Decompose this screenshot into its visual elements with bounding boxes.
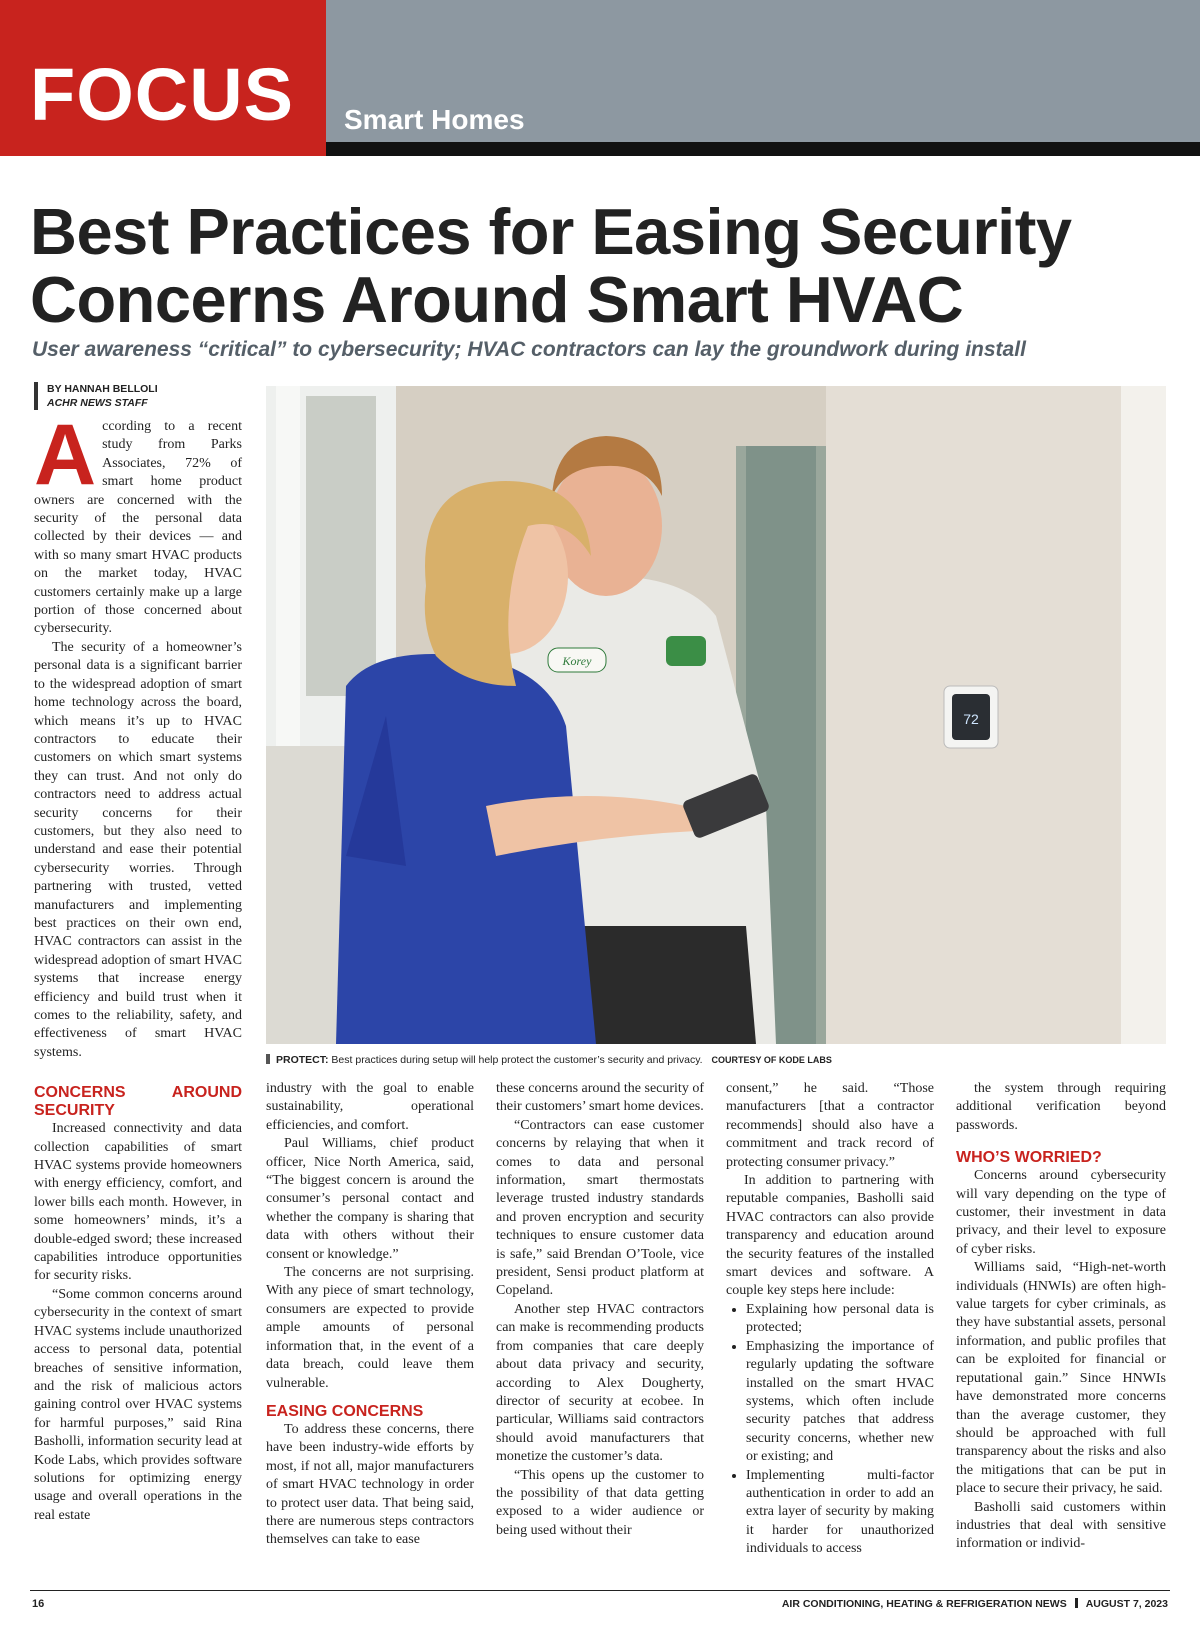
footer-separator: [1075, 1598, 1078, 1608]
column-4: [726, 1080, 934, 1559]
photo-illustration: [266, 386, 1166, 1044]
steps-list: [726, 1301, 934, 1559]
column-5: [956, 1080, 1166, 1554]
lead-paragraph: According to a recent study from Parks Associates, 72% of smart home product owners are concerned with the security of the personal data collected by their devices — and with so many smart HVAC products on the market today, HVAC customers certainly make up a large portion of those concerned about cybersecurity.: [34, 407, 242, 637]
byline-author: BY HANNAH BELLOLI: [47, 383, 158, 395]
deck: User awareness “critical” to cybersecurity; HVAC contractors can lay the groundwork during install: [32, 338, 1026, 361]
photo-credit: COURTESY OF KODE LABS: [711, 1055, 832, 1065]
column-2: [266, 1080, 474, 1550]
paragraph: The security of a homeowner’s personal data is a significant barrier to the widespread adoption of smart home technology across the board, which means it’s up to HVAC contractors to educate their customers on which smart systems they can trust. And not only do contractors need to address actual security concerns for their customers, but they also need to understand and ease their potential cybersecurity worries. Through partnering with trusted, vetted manufacturers and implementing best practices on their own end, HVAC contractors can assist in the widespread adoption of smart HVAC systems that increase energy efficiency and build trust when it comes to the reliability, safety, and effectiveness of smart HVAC systems.: [34, 639, 242, 1060]
headline-line-2: Concerns Around Smart HVAC: [30, 263, 964, 336]
publication-info: [782, 1598, 1168, 1610]
thermostat-reading: 72: [963, 711, 979, 727]
paragraph: Williams said, “High-net-worth individuals (HNWIs) are often high-value targets for cyber criminals, as they have substantial assets, personal information, and public profiles that can be exploited for financial or reputational gain.” Since HNWIs have demonstrated more concerns than the average customer, they should be approached with full transparency about the risks and also the mitigations that can be put in place to secure their privacy, he said.: [956, 1260, 1166, 1497]
shirt-name-patch: Korey: [562, 654, 592, 668]
paragraph: Concerns around cybersecurity will vary depending on the type of customer, their investment in data privacy, and their level to exposure of cyber risks.: [956, 1168, 1166, 1257]
paragraph: Paul Williams, chief product officer, Nice North America, said, “The biggest concern is around the consumer’s personal contact and whether the company is sharing that data with others without their consent or knowledge.”: [266, 1136, 474, 1262]
publication-name: AIR CONDITIONING, HEATING & REFRIGERATION NEWS: [781, 1598, 1067, 1610]
subhead-worried: WHO’S WORRIED?: [956, 1149, 1102, 1167]
subhead-concerns: CONCERNS AROUND SECURITY: [34, 1084, 242, 1120]
article-photo: [266, 386, 1166, 1044]
list-item: • Emphasizing the importance of regularly updating the software installed on the smart HVAC systems, which often include security patches that address security concerns, whether new or existing; and: [746, 1338, 934, 1467]
list-item: • Explaining how personal data is protected;: [746, 1301, 934, 1338]
column-3: [496, 1080, 704, 1540]
paragraph: the system through requiring additional verification beyond passwords.: [956, 1081, 1166, 1133]
focus-label: FOCUS: [30, 53, 294, 136]
paragraph: “This opens up the customer to the possibility of that data getting exposed to a wider audience or being used without their: [496, 1467, 704, 1538]
paragraph: “Contractors can ease customer concerns by relaying that when it comes to data and personal information, smart thermostats leverage trusted industry standards and proven encryption and security techniques to ensure customer data is safe,” said Brendan O’Toole, vice president, Sensi product platform at Copeland.: [496, 1117, 704, 1299]
headline: [30, 195, 1170, 336]
paragraph: consent,” he said. “Those manufacturers [that a contractor recommends] should also have a commitment and track record of protecting consumer privacy.”: [726, 1081, 934, 1170]
byline-staff: ACHR NEWS STAFF: [47, 397, 148, 409]
paragraph: The concerns are not surprising. With any piece of smart technology, consumers are expected to provide ample amounts of personal information that, in the event of a data breach, could leave them vulnerable.: [266, 1265, 474, 1391]
photo-caption: [266, 1054, 1166, 1066]
list-item: • Implementing multi-factor authentication in order to add an extra layer of security by making it harder for unauthorized individuals to access: [746, 1467, 934, 1559]
paragraph: these concerns around the security of their customers’ smart home devices.: [496, 1081, 704, 1115]
headline-line-1: Best Practices for Easing Security: [30, 195, 1072, 268]
byline: [34, 382, 158, 410]
paragraph: In addition to partnering with reputable companies, Basholli said HVAC contractors can also provide transparency and education around the security features of the installed smart devices and software. A couple key steps here include:: [726, 1173, 934, 1299]
paragraph: Another step HVAC contractors can make is recommending products from companies that care deeply about data privacy and security, according to Alex Dougherty, director of security at ecobee. In particular, Williams said contractors should avoid manufacturers that monetize the customer’s data.: [496, 1301, 704, 1465]
banner-rule: [326, 142, 1200, 156]
paragraph: industry with the goal to enable sustainability, operational efficiencies, and comfort.: [266, 1081, 474, 1133]
paragraph: “Some common concerns around cybersecurity in the context of smart HVAC systems include unauthorized access to personal data, potential breaches of sensitive information, and the risk of malicious actors gaining control over HVAC systems for harmful purposes,” said Rina Basholli, information security lead at Kode Labs, which provides software solutions for optimizing energy usage and overall operations in the real estate: [34, 1286, 243, 1523]
column-1: [34, 407, 243, 1525]
caption-marker: [266, 1054, 270, 1064]
footer-rule: [30, 1590, 1170, 1591]
section-label: Smart Homes: [344, 104, 525, 135]
caption-text: Best practices during setup will help protect the customer’s security and privacy.: [331, 1054, 703, 1066]
drop-cap: A: [34, 407, 97, 503]
page-number: 16: [32, 1598, 45, 1610]
paragraph: Basholli said customers within industries that deal with sensitive information or individ-: [956, 1499, 1166, 1552]
paragraph: Increased connectivity and data collection capabilities of smart HVAC systems provide homeowners with energy efficiency, comfort, and lower bills each month. However, in some homeowners’ minds, it’s a double-edged sword; these increased capabilities introduce opportunities for security risks.: [34, 1121, 242, 1284]
paragraph: To address these concerns, there have been industry-wide efforts by most, if not all, major manufacturers of smart HVAC technology in order to protect user data. That being said, there are numerous steps contractors themselves can take to ease: [266, 1421, 474, 1548]
issue-date: AUGUST 7, 2023: [1085, 1598, 1168, 1610]
caption-label: PROTECT:: [276, 1054, 329, 1066]
subhead-easing: EASING CONCERNS: [266, 1402, 424, 1420]
